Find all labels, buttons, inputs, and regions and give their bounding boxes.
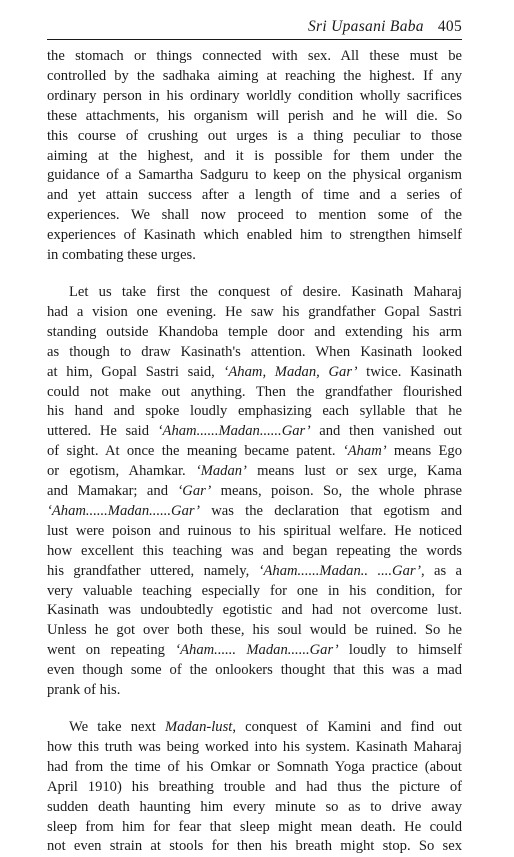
text-line: of sight. At once the meaning became patent. ‘Aham’ means Ego xyxy=(47,443,463,460)
text-line: very valuable teaching especially for one in his condition, for xyxy=(47,582,462,599)
text-line: prank of his. xyxy=(47,682,121,699)
text-line: how this truth was being worked into his system. Kasinath Maharaj xyxy=(47,738,462,755)
text-line: and yet attain success after a length of time and a series of xyxy=(47,187,462,204)
text-line: his grandfather uttered, namely, ‘Aham......Madan.. ....Gar’, as a xyxy=(47,562,462,579)
running-header xyxy=(47,18,462,40)
paragraph-2 xyxy=(47,283,462,701)
text-line: the stomach or things connected with sex. All these must be xyxy=(47,48,462,64)
text-line: guidance of a Samartha Sadguru to keep on the physical organism xyxy=(47,167,462,184)
text-line: or egotism, Ahamkar. ‘Madan’ means lust or sex urge, Kama xyxy=(47,463,462,480)
paragraph-gap xyxy=(47,701,462,718)
text-line: standing outside Khandoba temple door and extending his arm xyxy=(47,323,462,340)
text-line: had a vision one evening. He saw his grandfather Gopal Sastri xyxy=(47,303,462,320)
text-line: experiences. We shall now proceed to mention some of the xyxy=(47,207,462,224)
text-line: ‘Aham......Madan......Gar’ was the declaration that egotism and xyxy=(47,502,462,519)
running-head-title: Sri Upasani Baba xyxy=(307,18,424,35)
text-line: ordinary person in his ordinary worldly condition wholly sacrifices xyxy=(47,87,462,104)
text-line: sudden death haunting him every minute so as to drive away xyxy=(47,798,462,815)
text-line: could not make out anything. Then the grandfather flourished xyxy=(47,383,462,400)
text-line: Let us take first the conquest of desire. Kasinath Maharaj xyxy=(69,283,462,300)
text-line: not even strain at stools for then his breath might stop. So sex xyxy=(47,838,462,855)
text-line: We take next Madan-lust, conquest of Kamini and find out xyxy=(69,719,462,735)
page-number: 405 xyxy=(437,18,462,35)
text-line: went on repeating ‘Aham...... Madan......Gar’ loudly to himself xyxy=(47,642,462,659)
text-line: April 1910) his breathing trouble and had thus the picture of xyxy=(47,778,462,795)
text-line: how excellent this teaching was and began repeating the words xyxy=(47,542,462,559)
text-line: this course of crushing out urges is a thing peculiar to those xyxy=(47,127,462,144)
text-line: aiming at the highest, and it is possible for them under the xyxy=(47,147,462,164)
text-line: at him, Gopal Sastri said, ‘Aham, Madan, Gar’ twice. Kasinath xyxy=(47,363,462,380)
paragraph-1 xyxy=(47,47,462,266)
text-line: and Mamakar; and ‘Gar’ means, poison. So, the whole phrase xyxy=(47,483,462,500)
paragraph-3 xyxy=(47,718,462,857)
text-line: his hand and spoke loudly emphasizing each syllable that he xyxy=(47,403,462,420)
text-line: as though to draw Kasinath's attention. When Kasinath looked xyxy=(47,343,462,360)
text-line: lust were poison and ruinous to his spiritual welfare. He noticed xyxy=(47,522,462,539)
text-line: experiences of Kasinath which enabled him to strengthen himself xyxy=(47,227,462,244)
paragraph-gap xyxy=(47,266,462,283)
text-line: uttered. He said ‘Aham......Madan......Gar’ and then vanished out xyxy=(47,423,462,440)
text-line: sleep from him for fear that sleep might mean death. He could xyxy=(47,818,462,835)
text-line: controlled by the sadhaka aiming at reaching the highest. If any xyxy=(47,67,462,84)
text-line: these attachments, his organism will perish and he will die. So xyxy=(47,107,462,124)
body-text xyxy=(47,47,462,857)
text-line: Unless he got over both these, his soul would be ruined. So he xyxy=(47,622,462,639)
text-line: even though some of the onlookers thought that this was a mad xyxy=(47,662,462,679)
text-line: had from the time of his Omkar or Somnath Yoga practice (about xyxy=(47,758,462,775)
text-line: in combating these urges. xyxy=(47,247,196,264)
text-line: Kasinath was undoubtedly egotistic and had not overcome lust. xyxy=(47,602,462,619)
